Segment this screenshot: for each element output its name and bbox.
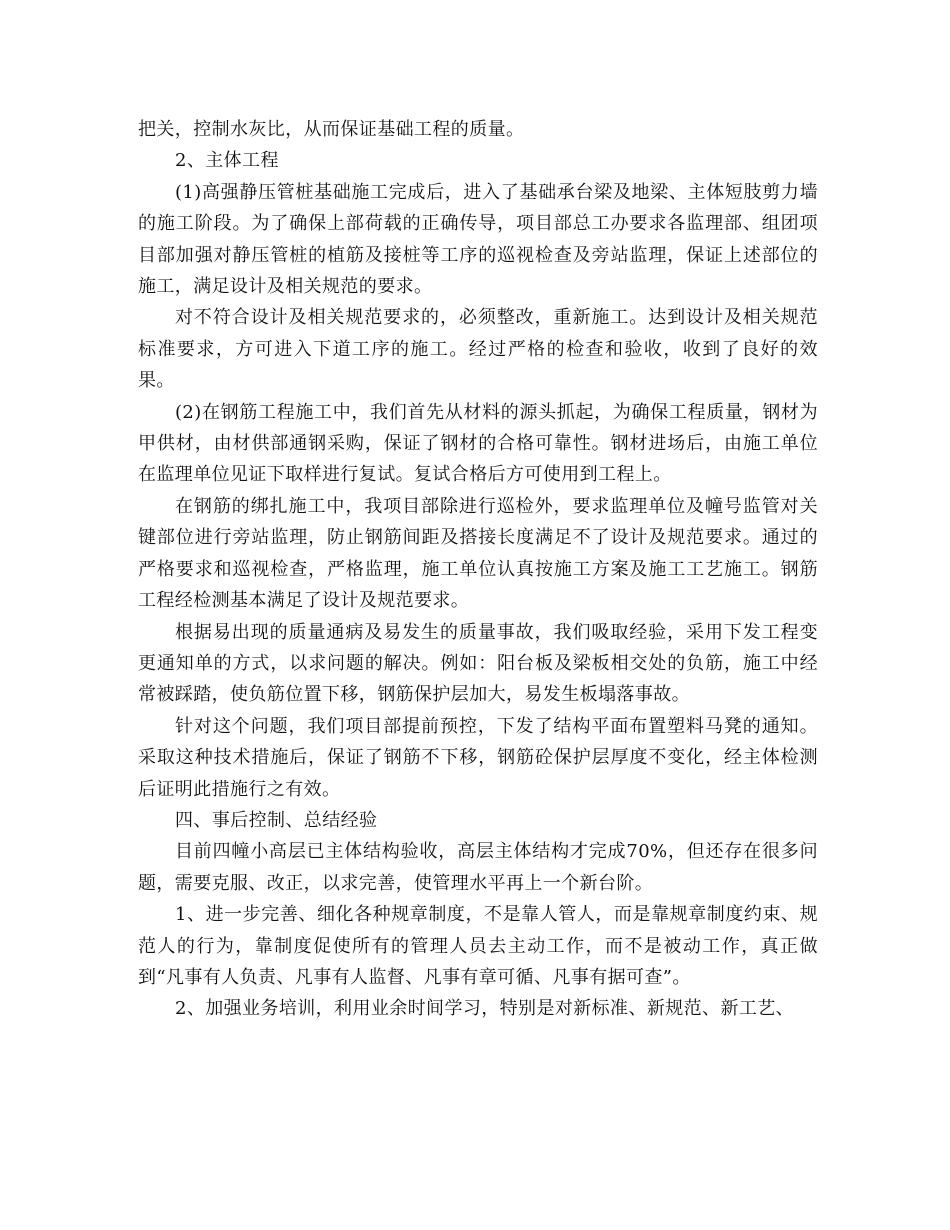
paragraph-4: 对不符合设计及相关规范要求的，必须整改，重新施工。达到设计及相关规范标准要求，方可进入下道工序的施工。经过严格的检查和验收，收到了良好的效果。: [138, 307, 818, 392]
paragraph-11: 1、进一步完善、细化各种规章制度，不是靠人管人，而是靠规章制度约束、规范人的行为，靠制度促使所有的管理人员去主动工作，而不是被动工作，真正做到“凡事有人负责、凡事有人监督、凡事有章可循、凡事有据可查”。: [138, 904, 818, 988]
paragraph-5: (2)在钢筋工程施工中，我们首先从材料的源头抓起，为确保工程质量，钢材为甲供材，由材供部通钢采购，保证了钢材的合格可靠性。钢材进场后，由施工单位在监理单位见证下取样进行复试。复试合格后方可使用到工程上。: [138, 401, 818, 486]
section-heading-post-control: 四、事后控制、总结经验: [175, 809, 378, 831]
section-heading-main-structure: 2、主体工程: [175, 150, 279, 172]
paragraph-8: 针对这个问题，我们项目部提前预控，下发了结构平面布置塑料马凳的通知。采取这种技术措施后，保证了钢筋不下移，钢筋砼保护层厚度不变化，经主体检测后证明此措施行之有效。: [138, 715, 818, 800]
paragraph-12: 2、加强业务培训，利用业余时间学习，特别是对新标准、新规范、新工艺、: [175, 998, 795, 1020]
paragraph-3: (1)高强静压管桩基础施工完成后，进入了基础承台梁及地梁、主体短肢剪力墙的施工阶段。为了确保上部荷载的正确传导，项目部总工办要求各监理部、组团项目部加强对静压管桩的植筋及接桩等工序的巡视检查及旁站监理，保证上述部位的施工，满足设计及相关规范的要求。: [138, 181, 818, 298]
paragraph-10: 目前四幢小高层已主体结构验收，高层主体结构才完成70%，但还存在很多问题，需要克服、改正，以求完善，使管理水平再上一个新台阶。: [138, 841, 818, 894]
paragraph-1: 把关，控制水灰比，从而保证基础工程的质量。: [138, 119, 525, 140]
document-body: [138, 114, 818, 1025]
paragraph-6: 在钢筋的绑扎施工中，我项目部除进行巡检外，要求监理单位及幢号监管对关键部位进行旁站监理，防止钢筋间距及搭接长度满足不了设计及规范要求。通过的严格要求和巡视检查，严格监理，施工单位认真按施工方案及施工工艺施工。钢筋工程经检测基本满足了设计及规范要求。: [138, 495, 818, 612]
paragraph-7: 根据易出现的质量通病及易发生的质量事故，我们吸取经验，采用下发工程变更通知单的方式，以求问题的解决。例如：阳台板及梁板相交处的负筋，施工中经常被踩踏，使负筋位置下移，钢筋保护层加大，易发生板塌落事故。: [138, 621, 818, 706]
